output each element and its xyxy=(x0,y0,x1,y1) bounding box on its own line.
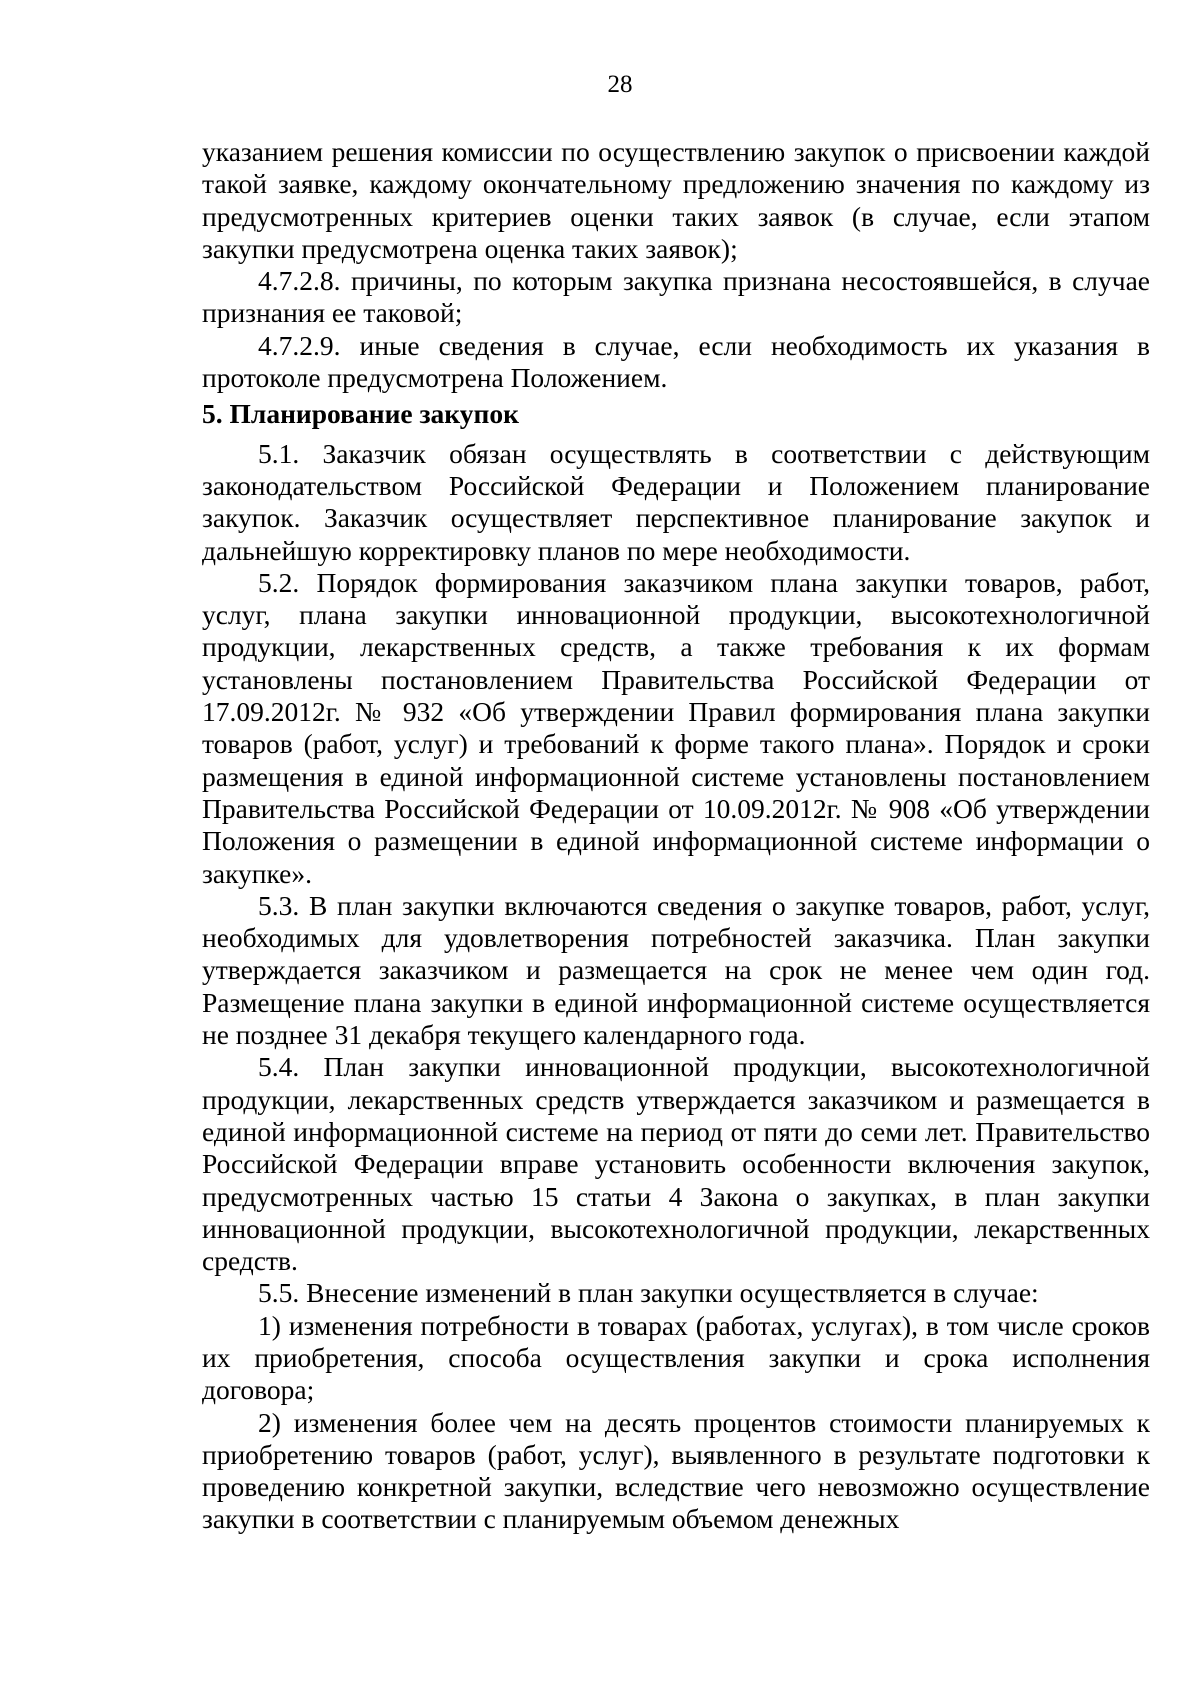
page-body xyxy=(202,136,1150,1536)
paragraph-5-4: 5.4. План закупки инновационной продукции, высокотехнологичной продукции, лекарственных средств утверждается заказчиком и размещается в единой информационной системе на период от пяти до семи лет. Правительство Российской Федерации вправе установить особенности включения закупок, предусмотренных частью 15 статьи 4 Закона о закупках, в план закупки инновационной продукции, высокотехнологичной продукции, лекарственных средств. xyxy=(202,1051,1150,1277)
paragraph-4-7-2-8: 4.7.2.8. причины, по которым закупка признана несостоявшейся, в случае признания ее таковой; xyxy=(202,265,1150,329)
paragraph-5-3: 5.3. В план закупки включаются сведения о закупке товаров, работ, услуг, необходимых для удовлетворения потребностей заказчика. План закупки утверждается заказчиком и размещается на срок не менее чем один год. Размещение плана закупки в единой информационной системе осуществляется не позднее 31 декабря текущего календарного года. xyxy=(202,889,1150,1051)
paragraph-continuation: указанием решения комиссии по осуществлению закупок о присвоении каждой такой заявке, каждому окончательному предложению значения по каждому из предусмотренных критериев оценки таких заявок (в случае, если этапом закупки предусмотрена оценка таких заявок); xyxy=(202,136,1150,264)
list-item-2: 2) изменения более чем на десять процентов стоимости планируемых к приобретению товаров (работ, услуг), выявленного в результате подготовки к проведению конкретной закупки, вследствие чего невозможно осуществление закупки в соответствии с планируемым объемом денежных xyxy=(202,1406,1150,1535)
paragraph-5-5: 5.5. Внесение изменений в план закупки осуществляется в случае: xyxy=(258,1277,1039,1309)
list-item-1: 1) изменения потребности в товарах (работах, услугах), в том числе сроков их приобретения, способа осуществления закупки и срока исполнения договора; xyxy=(202,1309,1150,1406)
paragraph-5-1: 5.1. Заказчик обязан осуществлять в соответствии с действующим законодательством Российской Федерации и Положением планирование закупок. Заказчик осуществляет перспективное планирование закупок и дальнейшую корректировку планов по мере необходимости. xyxy=(202,437,1150,566)
page-number: 28 xyxy=(607,71,633,98)
section-heading-5: 5. Планирование закупок xyxy=(202,398,519,430)
paragraph-5-2: 5.2. Порядок формирования заказчиком плана закупки товаров, работ, услуг, плана закупки инновационной продукции, высокотехнологичной продукции, лекарственных средств, а также требования к их формам установлены постановлением Правительства Российской Федерации от 17.09.2012г. № 932 «Об утверждении Правил формирования плана закупки товаров (работ, услуг) и требований к форме такого плана». Порядок и сроки размещения в единой информационной системе установлены постановлением Правительства Российской Федерации от 10.09.2012г. № 908 «Об утверждении Положения о размещении в единой информационной системе информации о закупке». xyxy=(202,566,1150,889)
paragraph-4-7-2-9: 4.7.2.9. иные сведения в случае, если необходимость их указания в протоколе предусмотрена Положением. xyxy=(202,329,1150,394)
